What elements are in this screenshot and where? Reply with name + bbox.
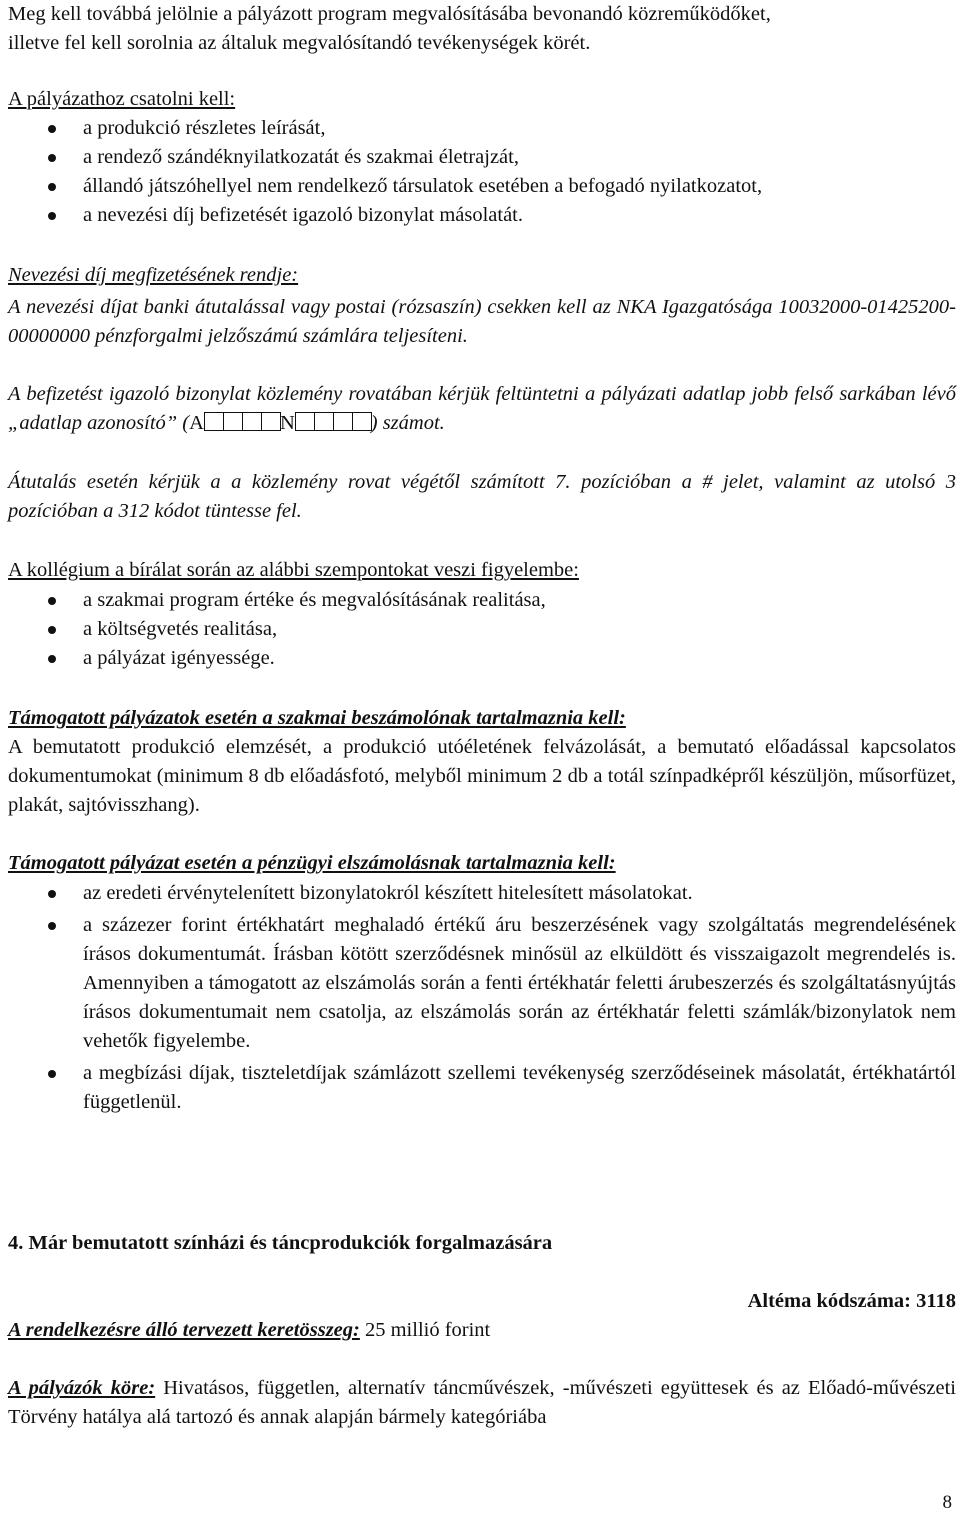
bullet-icon [48, 212, 56, 220]
bullet-icon [48, 597, 56, 605]
attach-heading: A pályázathoz csatolni kell: [8, 88, 236, 110]
finance-list [8, 879, 956, 1117]
applicants-paragraph: A pályázók köre: Hivatásos, független, alternatív táncművészek, -művészeti együttesek és az Előadó-művészeti Törvény hatálya alá tartozó és annak alapján bármely kategóriába [8, 1377, 957, 1428]
bullet-icon [48, 890, 56, 898]
budget-line [8, 1316, 490, 1345]
report-text: A bemutatott produkció elemzését, a produkció utóéletének felvázolását, a bemutató előadással kapcsolatos dokumentumokat (minimum 8 db előadásfotó, melyből minimum 2 db a totál színpadképről készüljön, műsorfüzet, plakát, sajtóvisszhang). [8, 736, 956, 816]
fee-heading: Nevezési díj megfizetésének rendje: [8, 264, 299, 286]
finance-heading: Támogatott pályázat esetén a pénzügyi elszámolásnak tartalmaznia kell: [8, 852, 616, 874]
list-item: állandó játszóhellyel nem rendelkező társulatok esetében a befogadó nyilatkozatot, [8, 172, 956, 201]
fee-reference-paragraph: A befizetést igazoló bizonylat közlemény rovatában kérjük feltüntetni a pályázati adatlap jobb felső sarkában lévő „adatlap azonosító” (A N ) számot. [8, 380, 956, 438]
list-item: a költségvetés realitása, [8, 615, 956, 644]
bullet-icon [48, 183, 56, 191]
intro-line-1: Meg kell továbbá jelölnie a pályázott program megvalósításába bevonandó közreműködőket, [8, 3, 771, 25]
list-item: a százezer forint értékhatárt meghaladó értékű áru beszerzésének vagy szolgáltatás megrendelésének írásos dokumentumát. Írásban kötött szerződésnek minősül az elküldött és visszaigazolt megrendelés is. Amennyiben a támogatott az elszámolás során a fenti értékhatár feletti árubeszerzés és szolgáltatásnyújtás írásos dokumentumait nem csatolja, az elszámolás során az értékhatár feletti számlák/bizonylatok nem vehetők figyelembe. [8, 911, 956, 1056]
bullet-icon [48, 626, 56, 634]
report-heading: Támogatott pályázatok esetén a szakmai beszámolónak tartalmaznia kell: [8, 707, 626, 729]
criteria-heading: A kollégium a bírálat során az alábbi szempontokat veszi figyelembe: [8, 559, 579, 581]
list-item: a rendező szándéknyilatkozatát és szakmai életrajzát, [8, 143, 956, 172]
attach-list [8, 114, 956, 230]
section-4-title: 4. Már bemutatott színházi és táncprodukciók forgalmazására [8, 1232, 553, 1254]
bullet-icon [48, 1070, 56, 1078]
applicants-label: A pályázók köre: [8, 1377, 156, 1399]
criteria-list [8, 586, 956, 673]
fee-transfer-note: Átutalás esetén kérjük a a közlemény rovat végétől számított 7. pozícióban a # jelet, valamint az utolsó 3 pozícióban a 312 kódot tüntesse fel. [8, 471, 956, 522]
list-item: a megbízási díjak, tiszteletdíjak számlázott szellemi tevékenység szerződéseinek másolatát, értékhatártól függetlenül. [8, 1059, 956, 1117]
list-item: az eredeti érvénytelenített bizonylatokról készített hitelesített másolatokat. [8, 879, 956, 908]
id-digit-boxes-n [295, 409, 371, 438]
bullet-icon [48, 154, 56, 162]
bullet-icon [48, 655, 56, 663]
page-number: 8 [942, 1492, 952, 1513]
intro-line-2: illetve fel kell sorolnia az általuk megvalósítandó tevékenységek körét. [8, 32, 591, 54]
list-item: a produkció részletes leírását, [8, 114, 956, 143]
list-item: a szakmai program értéke és megvalósításának realitása, [8, 586, 956, 615]
subtopic-code: Altéma kódszáma: 3118 [747, 1290, 956, 1312]
budget-label: A rendelkezésre álló tervezett keretösszeg: [8, 1319, 360, 1341]
bullet-icon [48, 922, 56, 930]
id-digit-boxes-a [204, 409, 280, 438]
bullet-icon [48, 125, 56, 133]
list-item: a nevezési díj befizetését igazoló bizonylat másolatát. [8, 201, 956, 230]
fee-text: A nevezési díjat banki átutalással vagy postai (rózsaszín) csekken kell az NKA Igazgatósága 10032000-01425200-00000000 pénzforgalmi jelzőszámú számlára teljesíteni. [8, 296, 956, 347]
list-item: a pályázat igényessége. [8, 644, 956, 673]
budget-value: 25 millió forint [359, 1319, 491, 1341]
